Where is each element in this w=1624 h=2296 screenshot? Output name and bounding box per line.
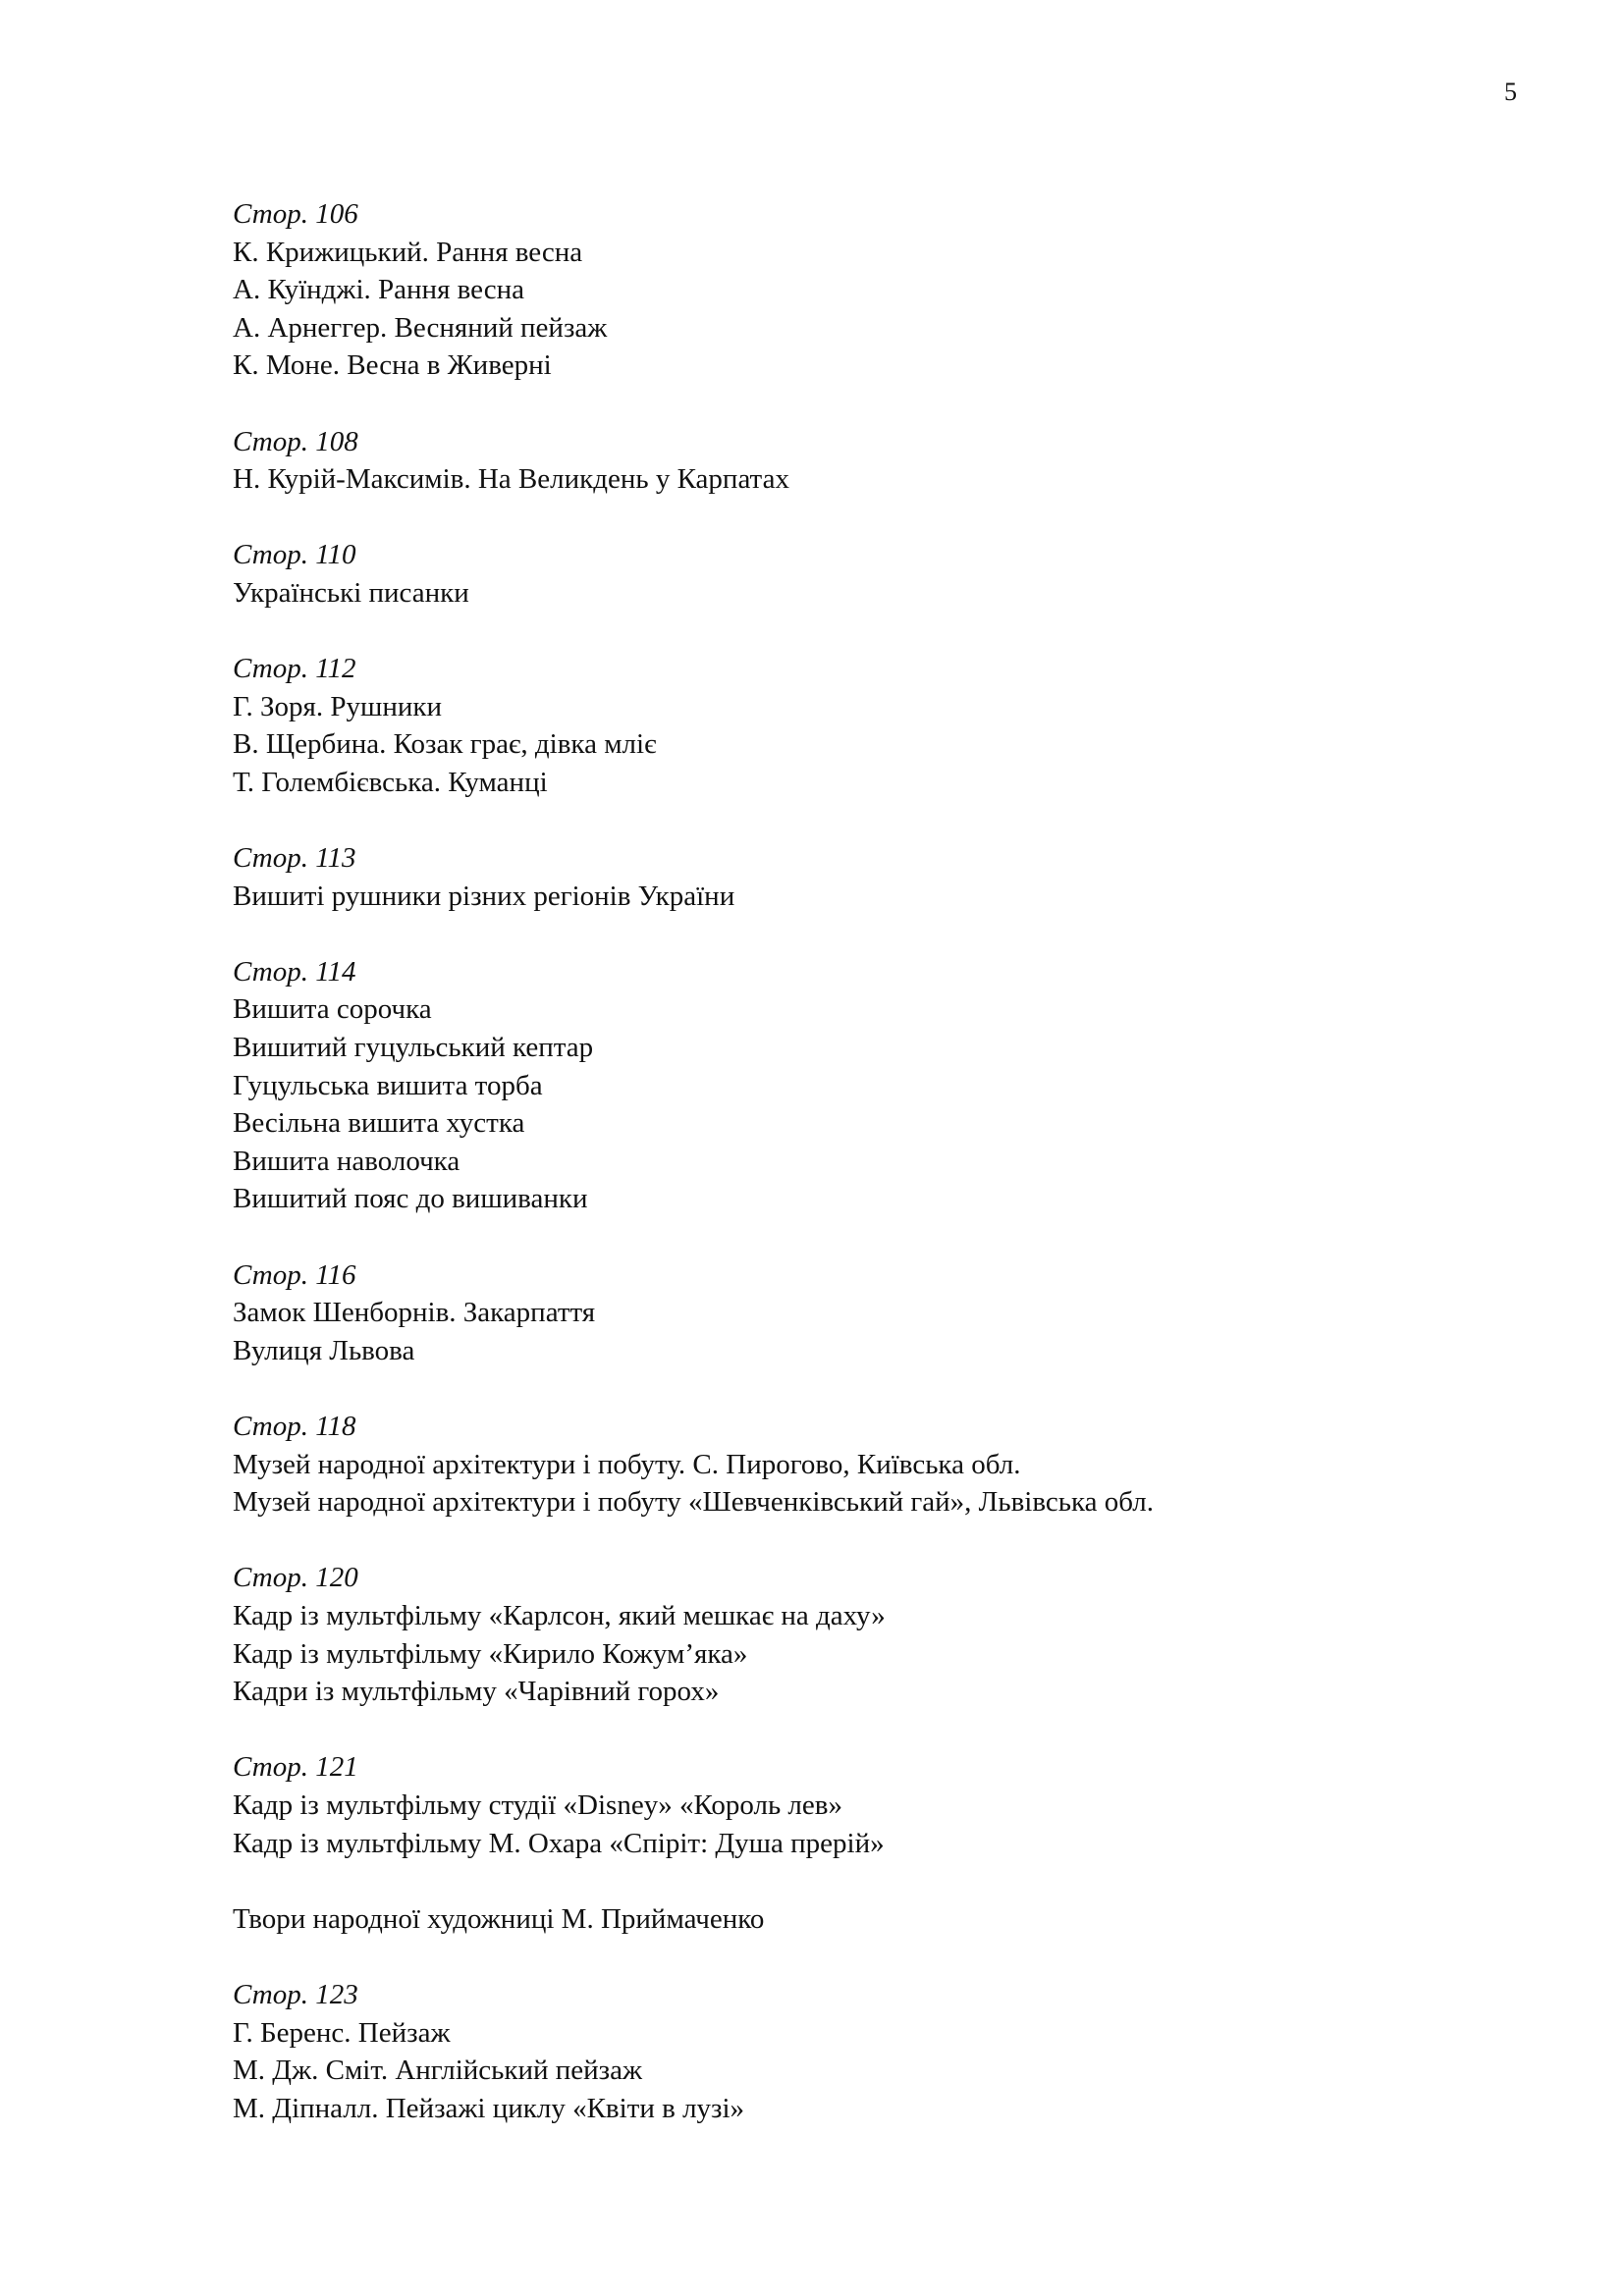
section-page-108 (233, 423, 1509, 499)
section-label: Стор. 123 (233, 1978, 358, 2010)
section-page-123 (233, 1976, 1509, 2127)
section-label: Стор. 106 (233, 198, 358, 230)
section-page-106 (233, 195, 1509, 385)
list-item: Замок Шенборнів. Закарпаття (233, 1297, 596, 1329)
list-item: Кадр із мультфільму М. Охара «Спіріт: Душа прерій» (233, 1827, 885, 1859)
list-item: Т. Голембієвська. Куманці (233, 766, 548, 798)
list-item: А. Арнеггер. Весняний пейзаж (233, 311, 608, 344)
list-item: Н. Курій-Максимів. На Великдень у Карпатах (233, 463, 789, 496)
section-page-114 (233, 953, 1509, 1218)
list-item: Вишитий гуцульський кептар (233, 1032, 594, 1064)
section-label: Стор. 112 (233, 653, 356, 685)
list-item: В. Щербина. Козак грає, дівка мліє (233, 728, 657, 761)
list-item: Вишитий пояс до вишиванки (233, 1183, 588, 1215)
list-item: М. Дж. Сміт. Англійський пейзаж (233, 2055, 643, 2087)
list-item: А. Куїнджі. Рання весна (233, 274, 525, 306)
list-item: Кадр із мультфільму «Кирило Кожум’яка» (233, 1637, 748, 1670)
page-number: 5 (1504, 78, 1517, 106)
list-item: Г. Беренс. Пейзаж (233, 2016, 451, 2049)
list-item: Г. Зоря. Рушники (233, 690, 442, 722)
list-item: Кадри із мультфільму «Чарівний горох» (233, 1676, 720, 1708)
list-item: Вишита наволочка (233, 1145, 460, 1177)
list-item: Вишиті рушники різних регіонів України (233, 880, 735, 912)
section-page-110 (233, 536, 1509, 612)
section-label: Стор. 110 (233, 539, 356, 571)
list-item: Вулиця Львова (233, 1334, 415, 1366)
list-item: Кадр із мультфільму студії «Disney» «Король лев» (233, 1789, 842, 1821)
section-page-113 (233, 839, 1509, 915)
list-item: Твори народної художниці М. Приймаченко (233, 1902, 765, 1935)
list-item: Весільна вишита хустка (233, 1107, 525, 1140)
section-label: Стор. 116 (233, 1258, 356, 1291)
section-page-121 (233, 1748, 1509, 1862)
section-page-112 (233, 650, 1509, 801)
section-label: Стор. 108 (233, 425, 358, 457)
list-item: М. Діпналл. Пейзажі циклу «Квіти в лузі» (233, 2092, 745, 2124)
list-item: Вишита сорочка (233, 993, 432, 1026)
section-label: Стор. 120 (233, 1562, 358, 1594)
section-label: Стор. 114 (233, 955, 356, 988)
section-page-120 (233, 1559, 1509, 1710)
section-unlabeled (233, 1900, 1509, 1939)
section-label: Стор. 121 (233, 1751, 358, 1784)
list-item: К. Моне. Весна в Живерні (233, 349, 552, 382)
section-page-118 (233, 1408, 1509, 1522)
list-item: Кадр із мультфільму «Карлсон, який мешкає на даху» (233, 1599, 886, 1631)
list-item: Музей народної архітектури і побуту. С. Пирогово, Київська обл. (233, 1448, 1021, 1480)
list-item: К. Крижицький. Рання весна (233, 236, 583, 268)
illustration-list (233, 195, 1509, 2165)
section-label: Стор. 118 (233, 1411, 356, 1442)
list-item: Гуцульська вишита торба (233, 1069, 543, 1101)
list-item: Українські писанки (233, 576, 469, 609)
section-label: Стор. 113 (233, 842, 356, 875)
section-page-116 (233, 1256, 1509, 1370)
list-item: Музей народної архітектури і побуту «Шевченківський гай», Львівська обл. (233, 1486, 1154, 1519)
